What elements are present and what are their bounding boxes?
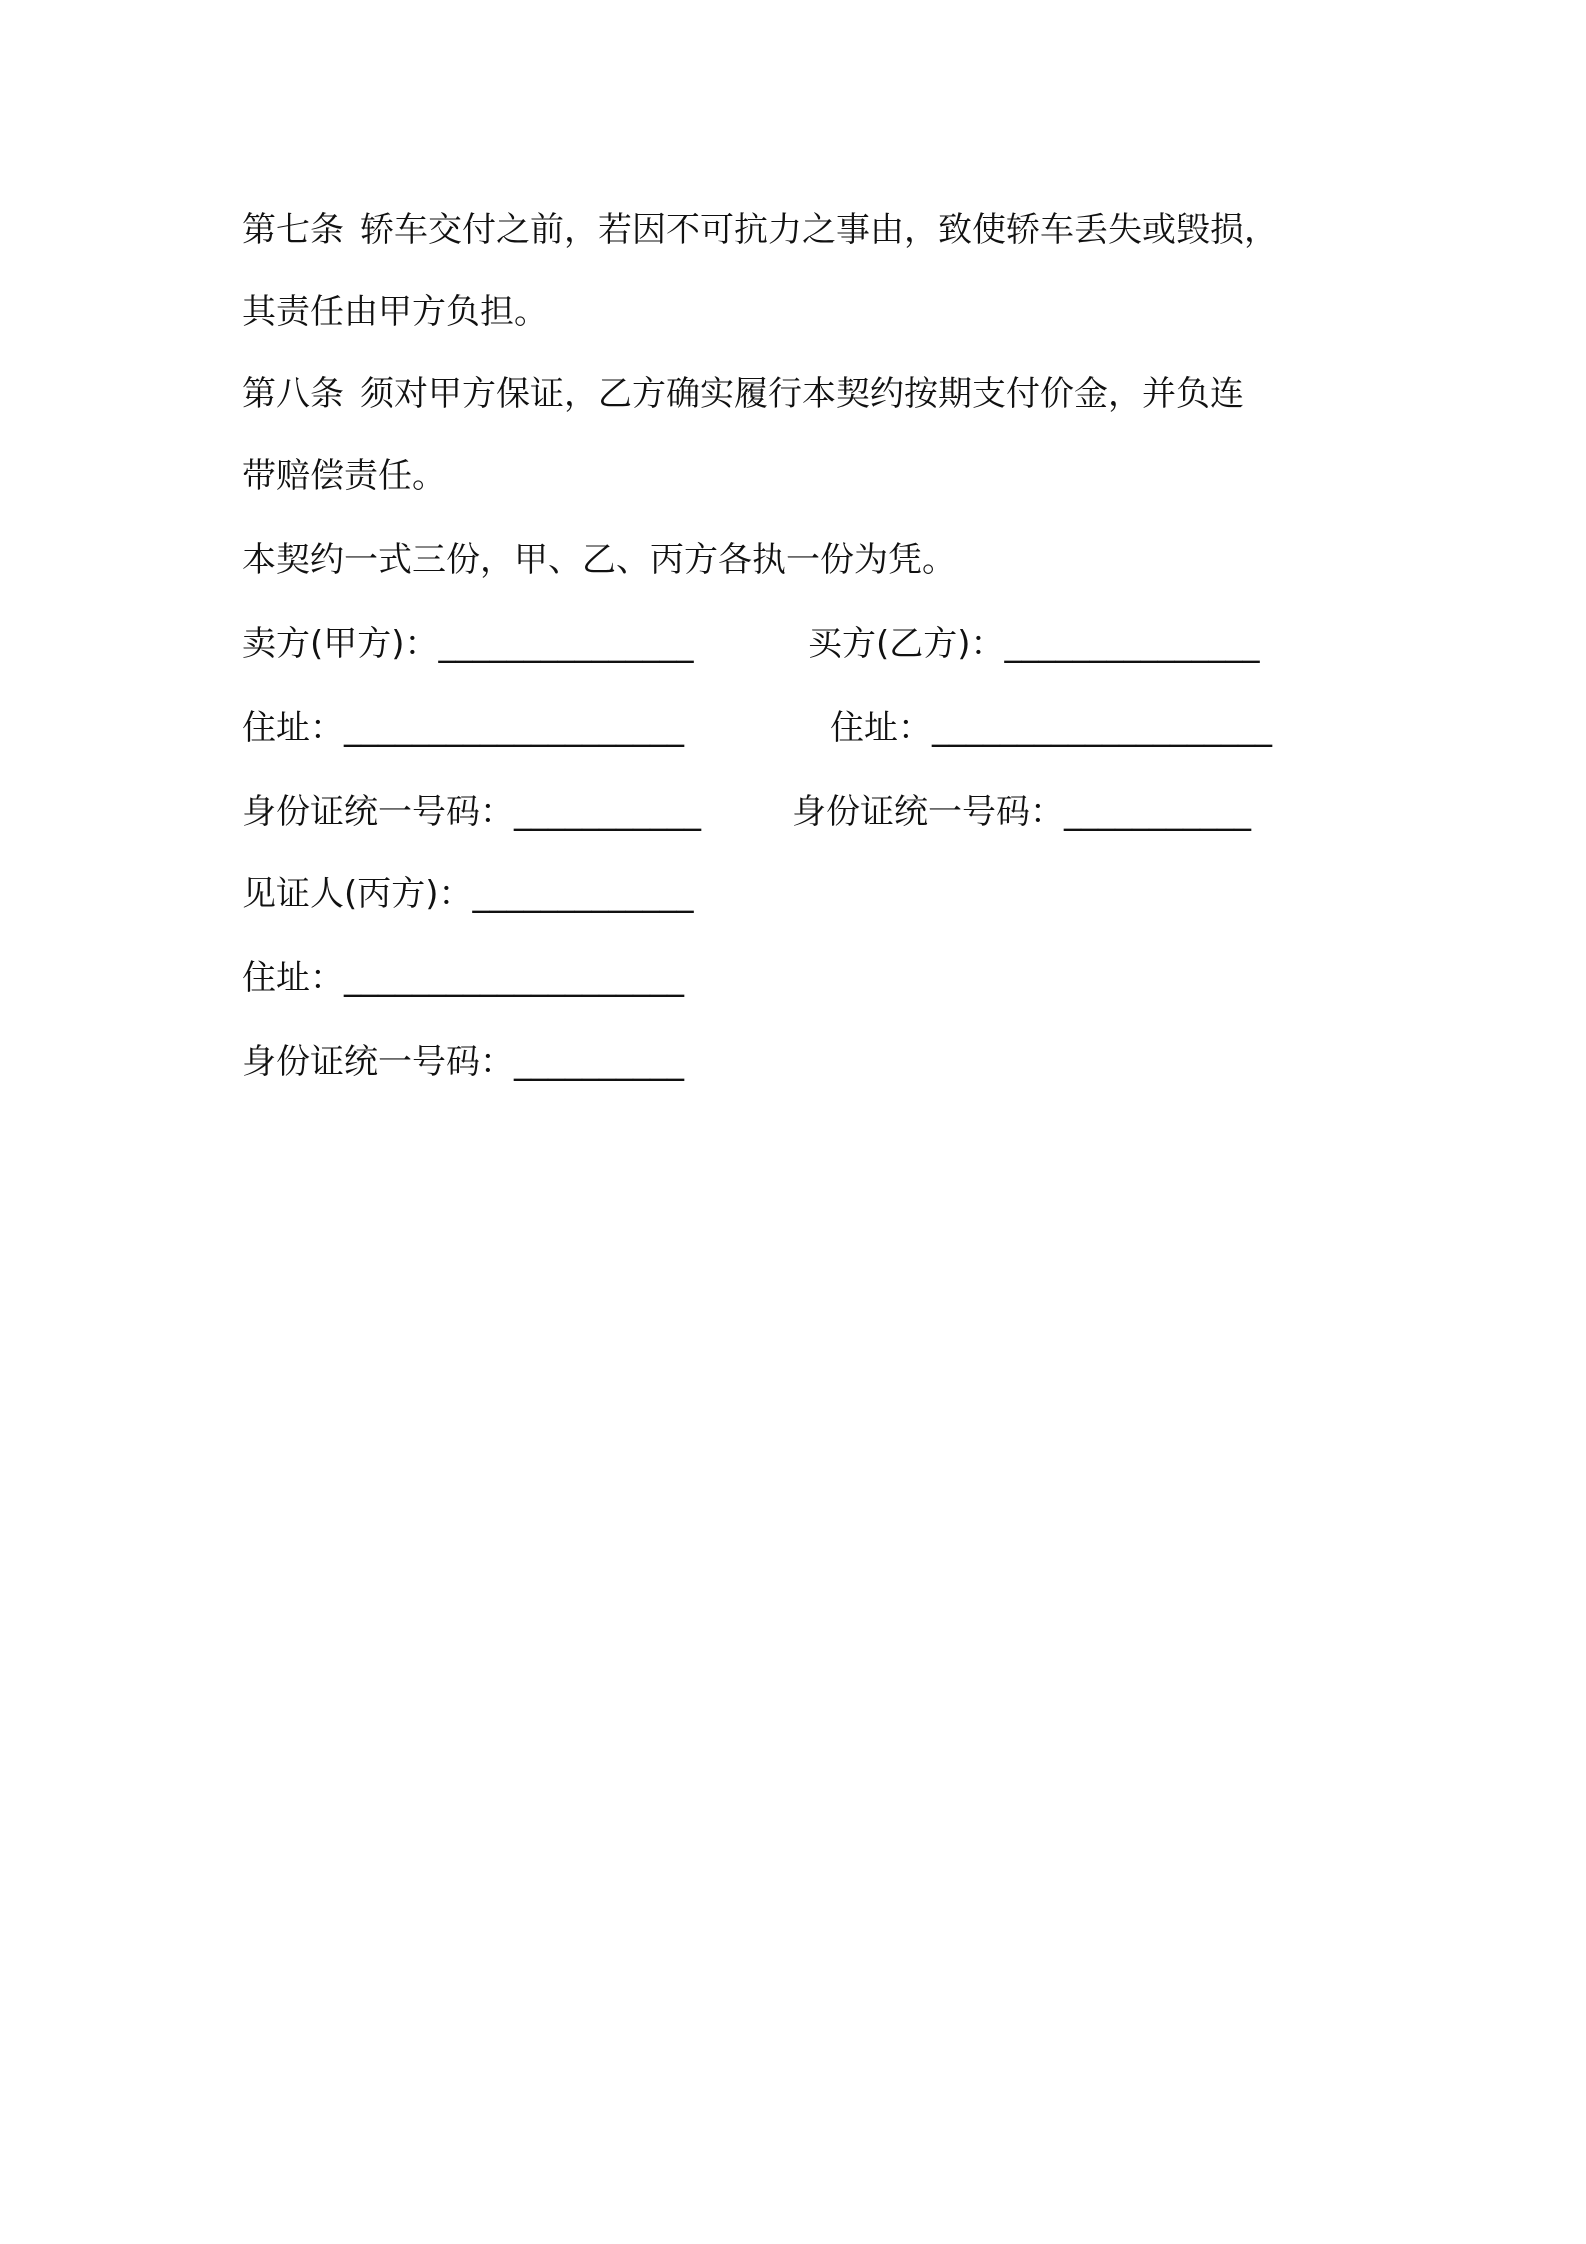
seller-address: 住址：____________________ [242, 708, 684, 748]
witness-id: 身份证统一号码：__________ [242, 1042, 684, 1082]
article-7-line-2: 其责任由甲方负担。 [242, 292, 548, 332]
article-7-number: 第七条 [242, 210, 344, 250]
buyer-label: 买方(乙方)：_______________ [808, 624, 1260, 664]
witness-address: 住址：____________________ [242, 958, 684, 998]
seller-id: 身份证统一号码：___________ [242, 792, 701, 832]
seller-label: 卖方(甲方)：_______________ [242, 624, 694, 664]
article-7-line-1 [242, 210, 1278, 250]
article-7-text-1: 轿车交付之前，若因不可抗力之事由，致使轿车丢失或毁损， [360, 210, 1278, 250]
buyer-id: 身份证统一号码：___________ [792, 792, 1251, 832]
article-8-number: 第八条 [242, 374, 344, 414]
copies-clause: 本契约一式三份，甲、乙、丙方各执一份为凭。 [242, 540, 956, 580]
article-8-line-2: 带赔偿责任。 [242, 456, 446, 496]
buyer-address: 住址：____________________ [830, 708, 1272, 748]
article-8-line-1 [242, 374, 1244, 414]
article-8-text-1: 须对甲方保证，乙方确实履行本契约按期支付价金，并负连 [360, 374, 1244, 414]
witness-label: 见证人(丙方)：_____________ [242, 874, 694, 914]
